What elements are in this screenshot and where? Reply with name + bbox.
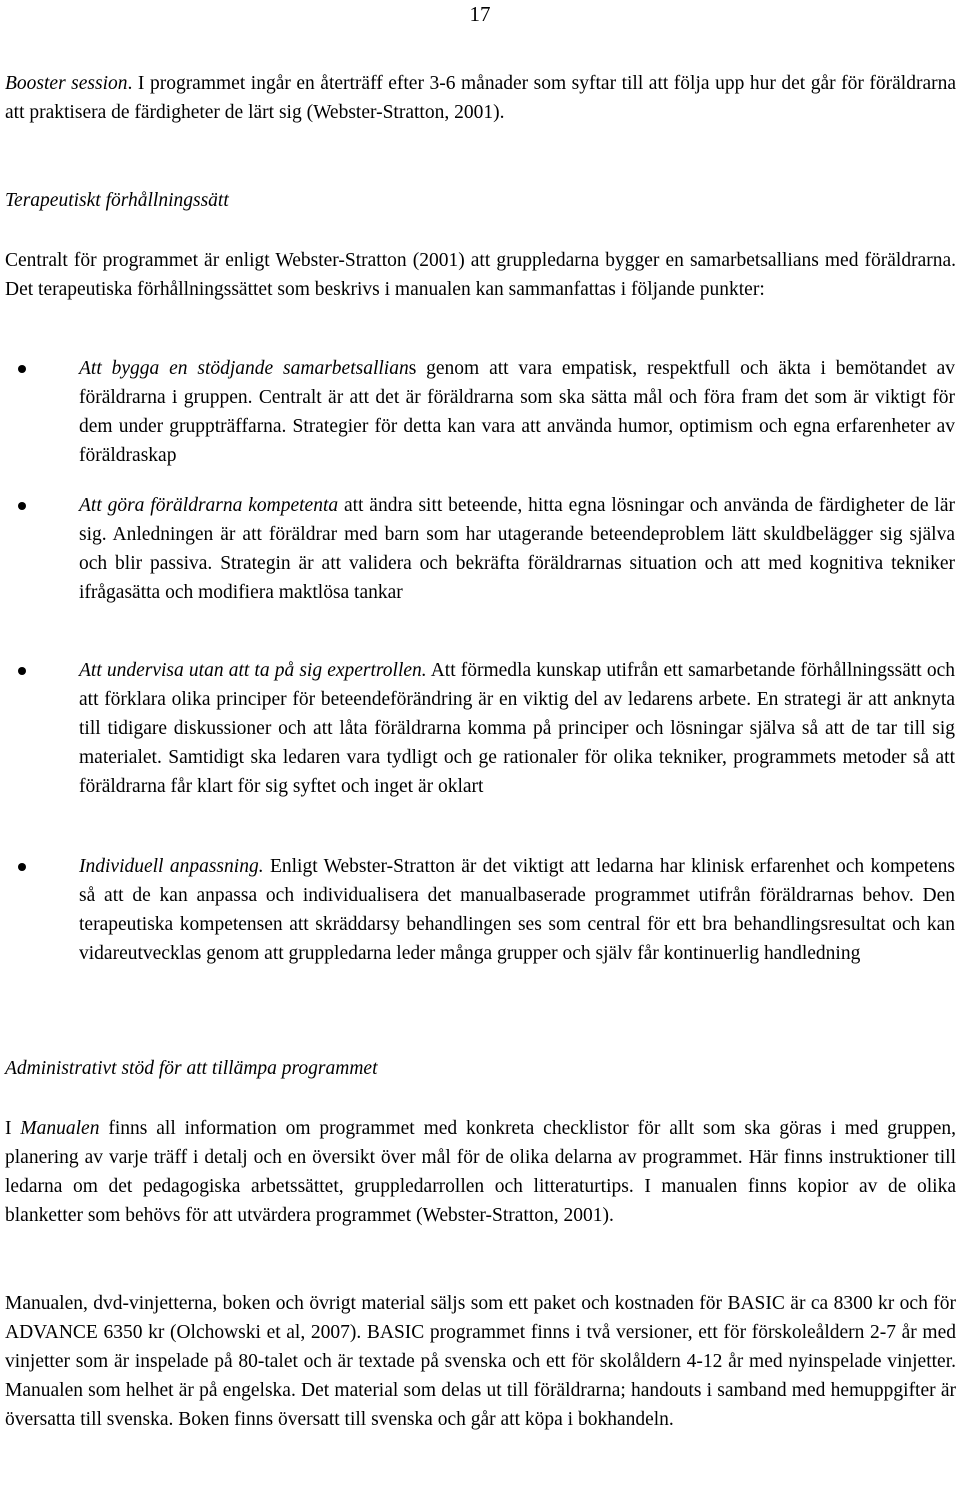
bullet-item-teaching bbox=[79, 656, 955, 801]
section-heading-therapeutic-approach: Terapeutiskt förhållningssätt bbox=[5, 190, 229, 211]
bullet-marker bbox=[18, 852, 28, 881]
page-number: 17 bbox=[469, 2, 491, 26]
bullet-text: Enligt Webster-Stratton är det viktigt att ledarna har klinisk erfarenhet och kompetens så att de kan anpassa och individualisera det manualbaserade programmet utifrån föräldrarnas behov. Den terapeutiska kompetensen att skräddarsy behandlingen ses som central för ett bra behandlingsresultat och kan vidareutvecklas genom att gruppledarna leder många grupper och själv får kontinuerlig handledning bbox=[79, 856, 955, 964]
bullet-italic-lead: Att undervisa utan att ta på sig expertrollen. bbox=[79, 660, 427, 681]
section-heading-administrative-support: Administrativt stöd för att tillämpa programmet bbox=[5, 1058, 378, 1079]
manual-italic-term: Manualen bbox=[20, 1118, 100, 1139]
bullet-text: s genom att vara empatisk, respektfull och äkta i bemötandet av föräldrarna i gruppen. Centralt är att det är föräldrarna som ska sätta mål och föra fram det som är viktigt för dem under gruppträffarna. Strategier för detta kan vara att använda humor, optimism och egna erfarenheter av föräldraskap bbox=[79, 358, 956, 466]
bullet-marker bbox=[18, 354, 28, 383]
bullet-item-competence bbox=[79, 491, 955, 607]
intro-italic-term: Booster session bbox=[5, 73, 128, 94]
bullet-item-individual bbox=[79, 852, 955, 968]
manual-paragraph-text: finns all information om programmet med konkreta checklistor för allt som ska göras i med gruppen, planering av varje träff i detalj och en översikt över mål för de olika delarna av programmet. Här finns instruktioner till ledarna om det pedagogiska arbetssättet, gruppledarrollen och litteraturtips. I manualen finns kopior av de olika blanketter som behövs för att utvärdera programmet (Webster-Stratton, 2001). bbox=[5, 1118, 956, 1226]
bullet-text: Att förmedla kunskap utifrån ett samarbetande förhållningssätt och att förklara olika principer för beteendeförändring är en viktig del av ledarens arbete. En strategi är att anknyta till tidigare diskussioner och att låta föräldrarna komma på principer och lösningar själva så att de tar till sig materialet. Samtidigt ska ledaren vara tydligt och ge rationaler för olika tekniker, programmets metoder så att föräldrarna får klart för sig syftet och inget är oklart bbox=[79, 660, 955, 797]
therapeutic-approach-paragraph: Centralt för programmet är enligt Webster-Stratton (2001) att gruppledarna bygger en samarbetsallians med föräldrarna. Det terapeutiska förhållningssättet som beskrivs i manualen kan sammanfattas i följande punkter: bbox=[5, 250, 956, 300]
bullet-italic-lead: Att göra föräldrarna kompetenta bbox=[79, 495, 339, 516]
intro-text: . I programmet ingår en återträff efter 3-6 månader som syftar till att följa upp hur det går för föräldrarna att praktisera de färdigheter de lärt sig (Webster-Stratton, 2001). bbox=[5, 73, 957, 123]
bullet-italic-lead: Individuell anpassning. bbox=[79, 856, 264, 877]
intro-paragraph bbox=[5, 69, 956, 127]
bullet-item-alliance bbox=[79, 354, 955, 470]
cost-paragraph: Manualen, dvd-vinjetterna, boken och övrigt material säljs som ett paket och kostnaden för BASIC är ca 8300 kr och för ADVANCE 6350 kr (Olchowski et al, 2007). BASIC programmet finns i två versioner, ett för förskoleåldern 2-7 år med vinjetter som är inspelade på 80-talet och är textade på svenska och ett för skolåldern 4-12 år med nyinspelade vinjetter. Manualen som helhet är på engelska. Det material som delas ut till föräldrarna; handouts i samband med hemuppgifter är översatta till svenska. Boken finns översatt till svenska och går att köpa i bokhandeln. bbox=[5, 1293, 956, 1430]
bullet-marker bbox=[18, 656, 28, 685]
bullet-marker bbox=[18, 491, 28, 520]
manual-paragraph-start: I bbox=[5, 1118, 21, 1139]
bullet-text: att ändra sitt beteende, hitta egna lösningar och använda de färdigheter de lär sig. Anledningen är att föräldrar med barn som har utagerande beteendeproblem lätt skuldbelägger sig själva och blir passiva. Strategin är att validera och bekräfta föräldrarnas situation och att med kognitiva tekniker ifrågasätta och modifiera maktlösa tankar bbox=[79, 495, 955, 603]
manual-paragraph bbox=[5, 1114, 956, 1230]
bullet-italic-lead: Att bygga en stödjande samarbetsallian bbox=[79, 358, 409, 379]
